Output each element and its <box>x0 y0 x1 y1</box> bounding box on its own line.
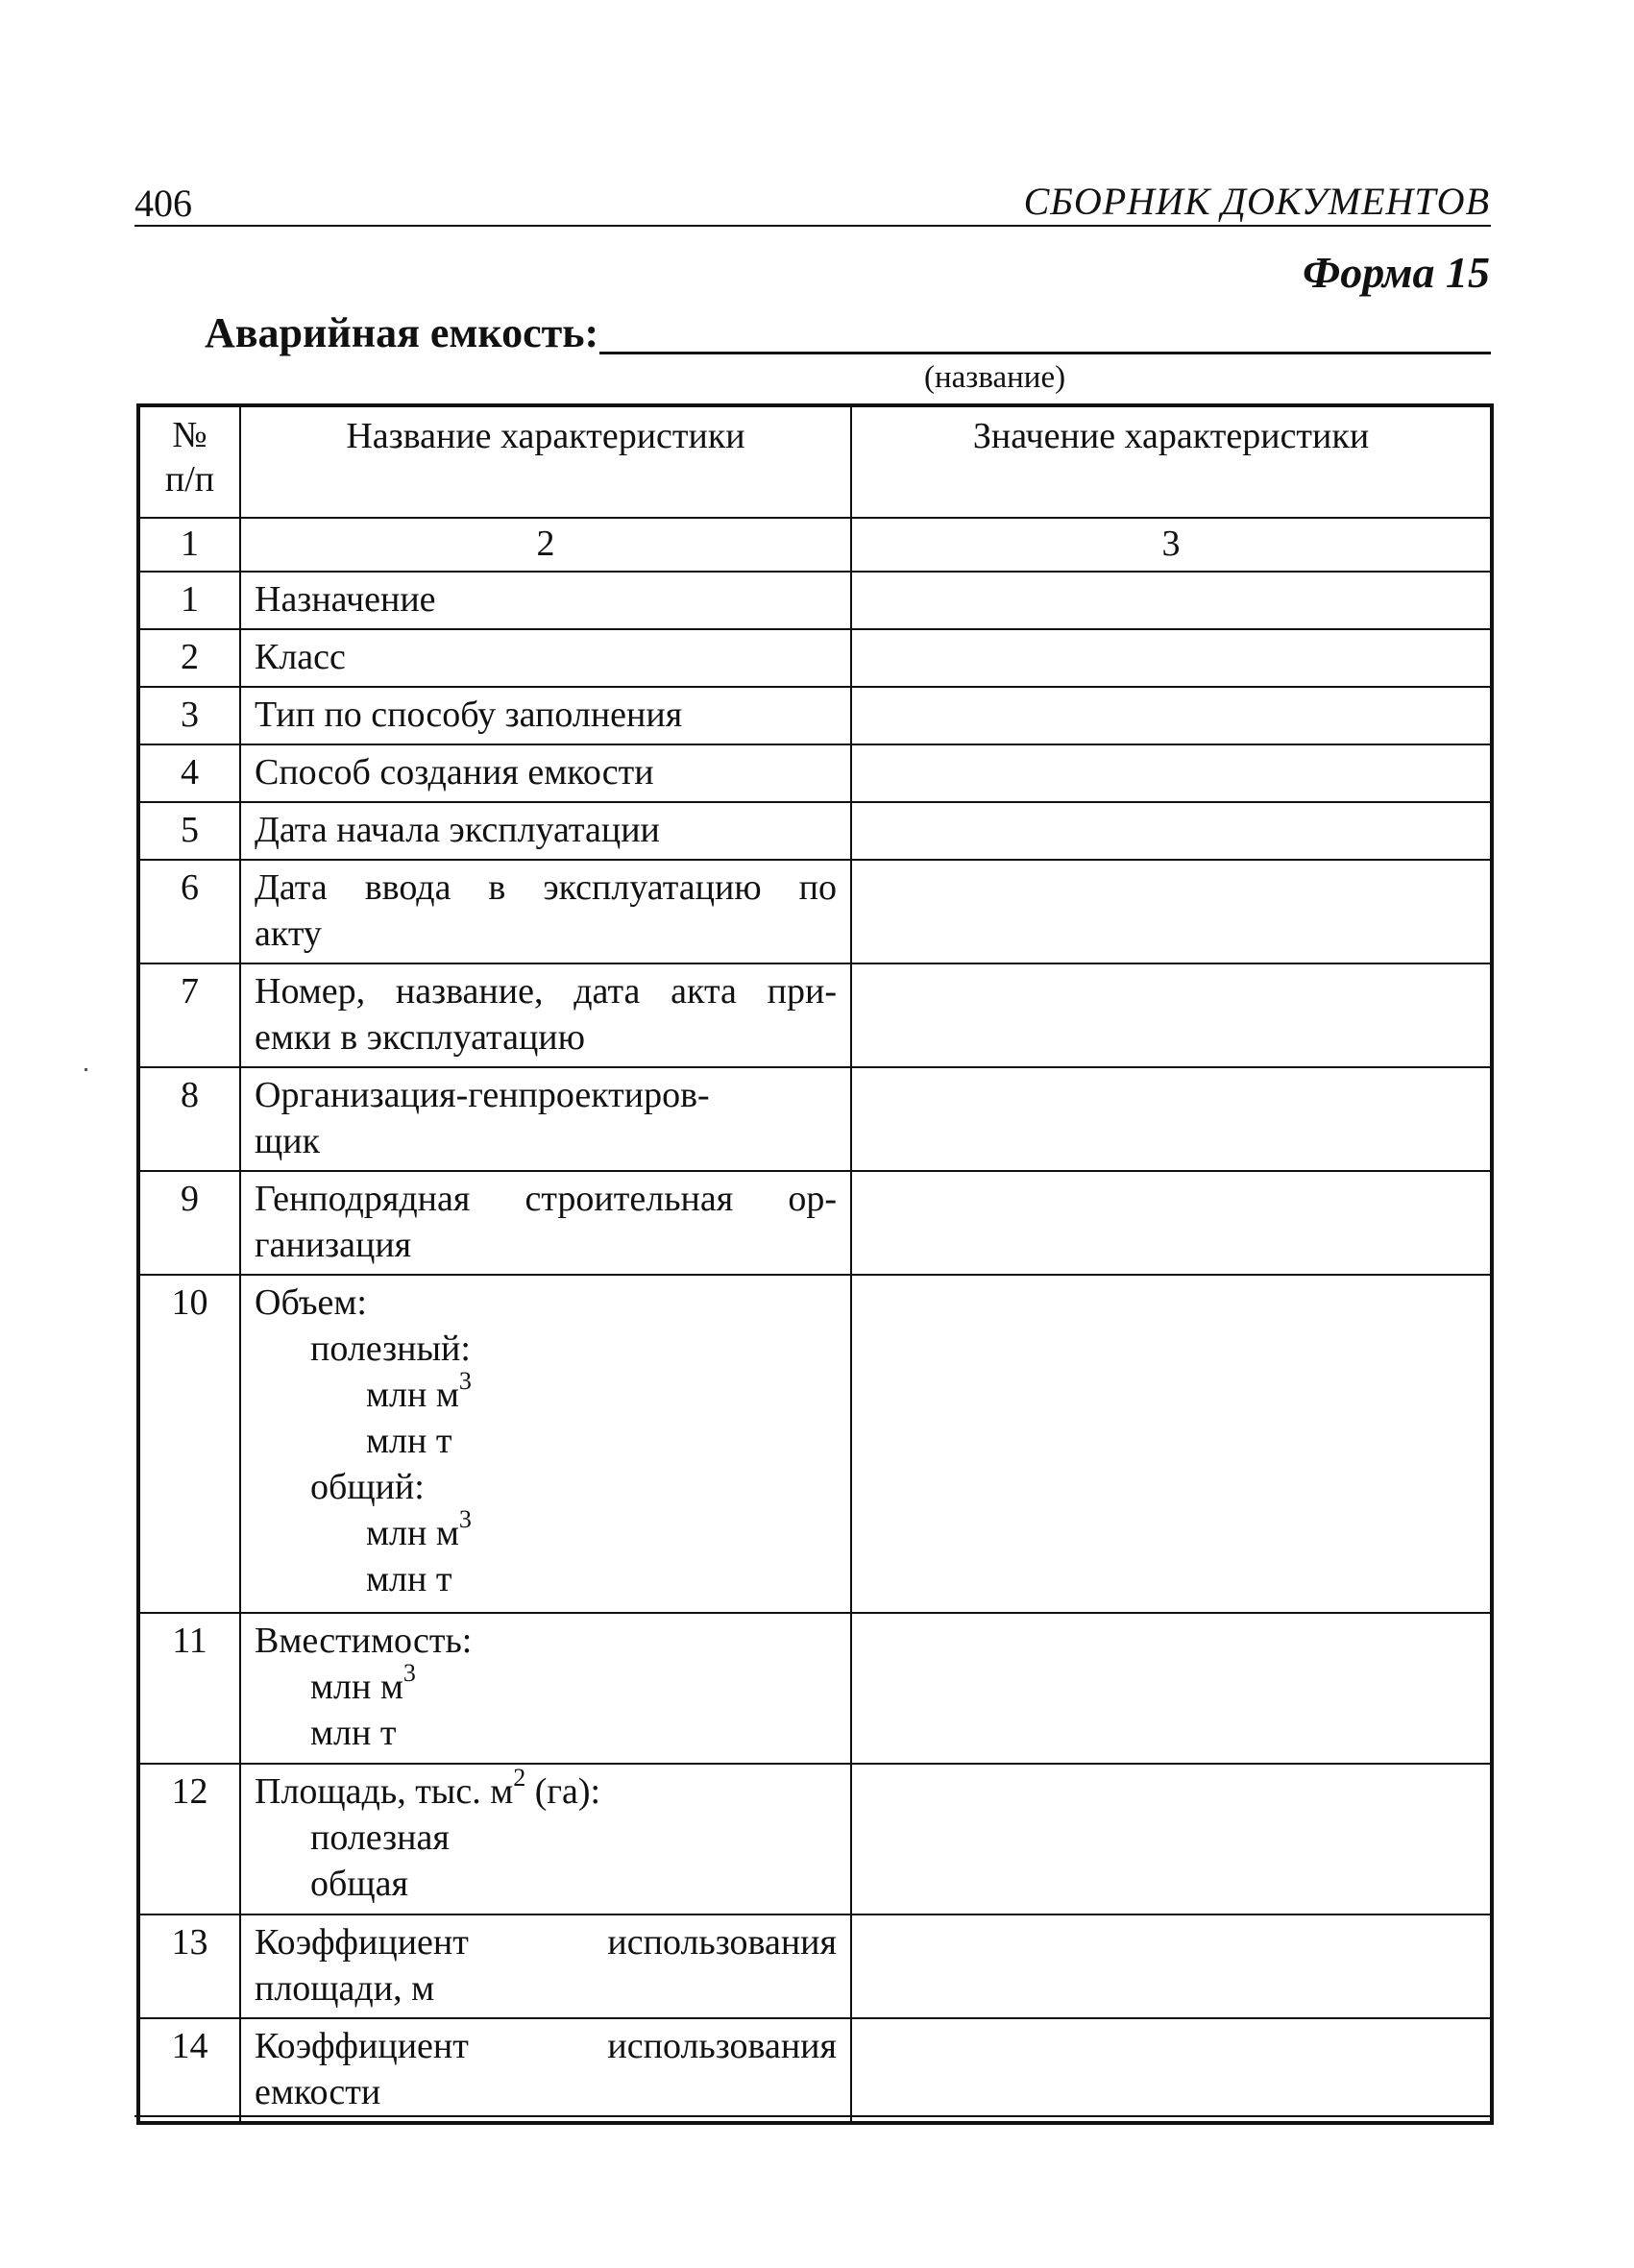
header-num-symbol: № <box>172 415 207 455</box>
area-superscript: 2 <box>513 1764 526 1792</box>
row-name <box>240 963 851 1067</box>
form-label: Форма 15 <box>1303 248 1490 297</box>
row-number: 12 <box>138 1764 240 1914</box>
row-name: Класс <box>240 629 851 687</box>
column-number-2: 2 <box>240 518 851 572</box>
row-value-cell[interactable] <box>851 802 1492 860</box>
row-name-line: площади, м <box>255 1968 435 2009</box>
unit-text: млн м <box>366 1375 459 1415</box>
unit-text: млн м <box>366 1513 459 1553</box>
table-row <box>138 2018 1492 2123</box>
form-title: Аварийная емкость: <box>205 309 599 356</box>
unit-text: млн м <box>310 1667 403 1707</box>
row-value-cell[interactable] <box>851 860 1492 963</box>
row-name-line: емки в эксплуатацию <box>255 1017 586 1058</box>
area-label-a: Площадь, тыс. м <box>255 1771 514 1812</box>
characteristics-table <box>136 403 1494 2125</box>
characteristics-table-wrapper <box>136 403 1490 2125</box>
table-header-row <box>138 405 1492 518</box>
table-row <box>138 1764 1492 1914</box>
row-name: Назначение <box>240 572 851 629</box>
row-name-line: Коэффициент использования <box>255 2026 837 2066</box>
row-name-line: ганизация <box>255 1225 412 1265</box>
row-name-line: Номер, название, дата акта при- <box>255 971 837 1012</box>
name-caption: (название) <box>924 360 1066 395</box>
footer-rule <box>134 2115 1491 2117</box>
row-name <box>240 860 851 963</box>
row-value-cell[interactable] <box>851 629 1492 687</box>
row-number: 6 <box>138 860 240 963</box>
row-name-unit: млн т <box>366 1559 452 1599</box>
table-row <box>138 802 1492 860</box>
row-value-cell[interactable] <box>851 1764 1492 1914</box>
running-title: СБОРНИК ДОКУМЕНТОВ <box>1023 180 1490 223</box>
row-name-subline: общая <box>310 1864 408 1904</box>
table-row <box>138 572 1492 629</box>
row-name-unit <box>255 1505 837 1556</box>
row-name-subline: общий: <box>310 1467 425 1507</box>
row-number: 1 <box>138 572 240 629</box>
row-name-line: Генподрядная строительная ор- <box>255 1179 837 1219</box>
row-number: 5 <box>138 802 240 860</box>
row-name <box>240 1067 851 1171</box>
row-value-cell[interactable] <box>851 2018 1492 2123</box>
area-label-b: (га): <box>525 1771 601 1812</box>
unit-superscript: 3 <box>402 1659 416 1688</box>
header-name-cell: Название характеристики <box>240 405 851 518</box>
row-name-line: емкости <box>255 2072 381 2112</box>
row-number: 8 <box>138 1067 240 1171</box>
row-value-cell[interactable] <box>851 963 1492 1067</box>
row-name-subline: полезная <box>310 1817 450 1858</box>
table-row <box>138 1914 1492 2018</box>
row-number: 4 <box>138 744 240 802</box>
page-number: 406 <box>134 182 192 225</box>
column-number-1: 1 <box>138 518 240 572</box>
row-number: 14 <box>138 2018 240 2123</box>
unit-superscript: 3 <box>458 1505 472 1534</box>
table-row <box>138 687 1492 744</box>
row-name-line: Коэффициент использования <box>255 1922 837 1963</box>
table-row <box>138 629 1492 687</box>
row-name: Дата начала эксплуатации <box>240 802 851 860</box>
table-row <box>138 860 1492 963</box>
row-value-cell[interactable] <box>851 687 1492 744</box>
row-name-subline: полезный: <box>310 1329 471 1369</box>
row-name-line: Организация-генпроектиров- <box>255 1075 710 1115</box>
row-name <box>240 1171 851 1275</box>
table-row <box>138 1275 1492 1613</box>
row-number: 7 <box>138 963 240 1067</box>
stray-dot <box>85 1068 87 1071</box>
row-number: 2 <box>138 629 240 687</box>
row-value-cell[interactable] <box>851 1067 1492 1171</box>
unit-superscript: 3 <box>458 1367 472 1396</box>
row-name-line: Вместимость: <box>255 1621 473 1661</box>
row-value-cell[interactable] <box>851 572 1492 629</box>
row-name-line: Дата ввода в эксплуатацию по <box>255 867 837 908</box>
row-name-unit <box>255 1659 837 1710</box>
row-value-cell[interactable] <box>851 1171 1492 1275</box>
row-name: Тип по способу заполнения <box>240 687 851 744</box>
header-value-cell: Значение характеристики <box>851 405 1492 518</box>
row-number: 11 <box>138 1613 240 1764</box>
row-number: 10 <box>138 1275 240 1613</box>
column-number-row <box>138 518 1492 572</box>
row-name <box>240 1613 851 1764</box>
table-row <box>138 744 1492 802</box>
row-name <box>240 1914 851 2018</box>
row-name-line: щик <box>255 1121 321 1161</box>
table-row <box>138 1171 1492 1275</box>
row-name-unit: млн т <box>366 1421 452 1461</box>
table-row <box>138 1613 1492 1764</box>
header-num-cell <box>138 405 240 518</box>
row-value-cell[interactable] <box>851 1914 1492 2018</box>
row-number: 13 <box>138 1914 240 2018</box>
row-name-unit: млн т <box>310 1713 397 1753</box>
table-row <box>138 963 1492 1067</box>
row-name-line: акту <box>255 914 322 954</box>
row-value-cell[interactable] <box>851 744 1492 802</box>
header-num-abbr: п/п <box>164 459 215 500</box>
title-blank-line[interactable] <box>599 352 1491 354</box>
header-rule <box>134 225 1491 227</box>
row-name-line <box>255 1764 837 1815</box>
row-name-unit <box>255 1367 837 1418</box>
row-value-cell[interactable] <box>851 1613 1492 1764</box>
row-value-cell[interactable] <box>851 1275 1492 1613</box>
row-name: Способ создания емкости <box>240 744 851 802</box>
row-name <box>240 1764 851 1914</box>
row-name-line: Объем: <box>255 1282 367 1323</box>
row-number: 9 <box>138 1171 240 1275</box>
row-name <box>240 1275 851 1613</box>
column-number-3: 3 <box>851 518 1492 572</box>
table-row <box>138 1067 1492 1171</box>
row-number: 3 <box>138 687 240 744</box>
row-name <box>240 2018 851 2123</box>
